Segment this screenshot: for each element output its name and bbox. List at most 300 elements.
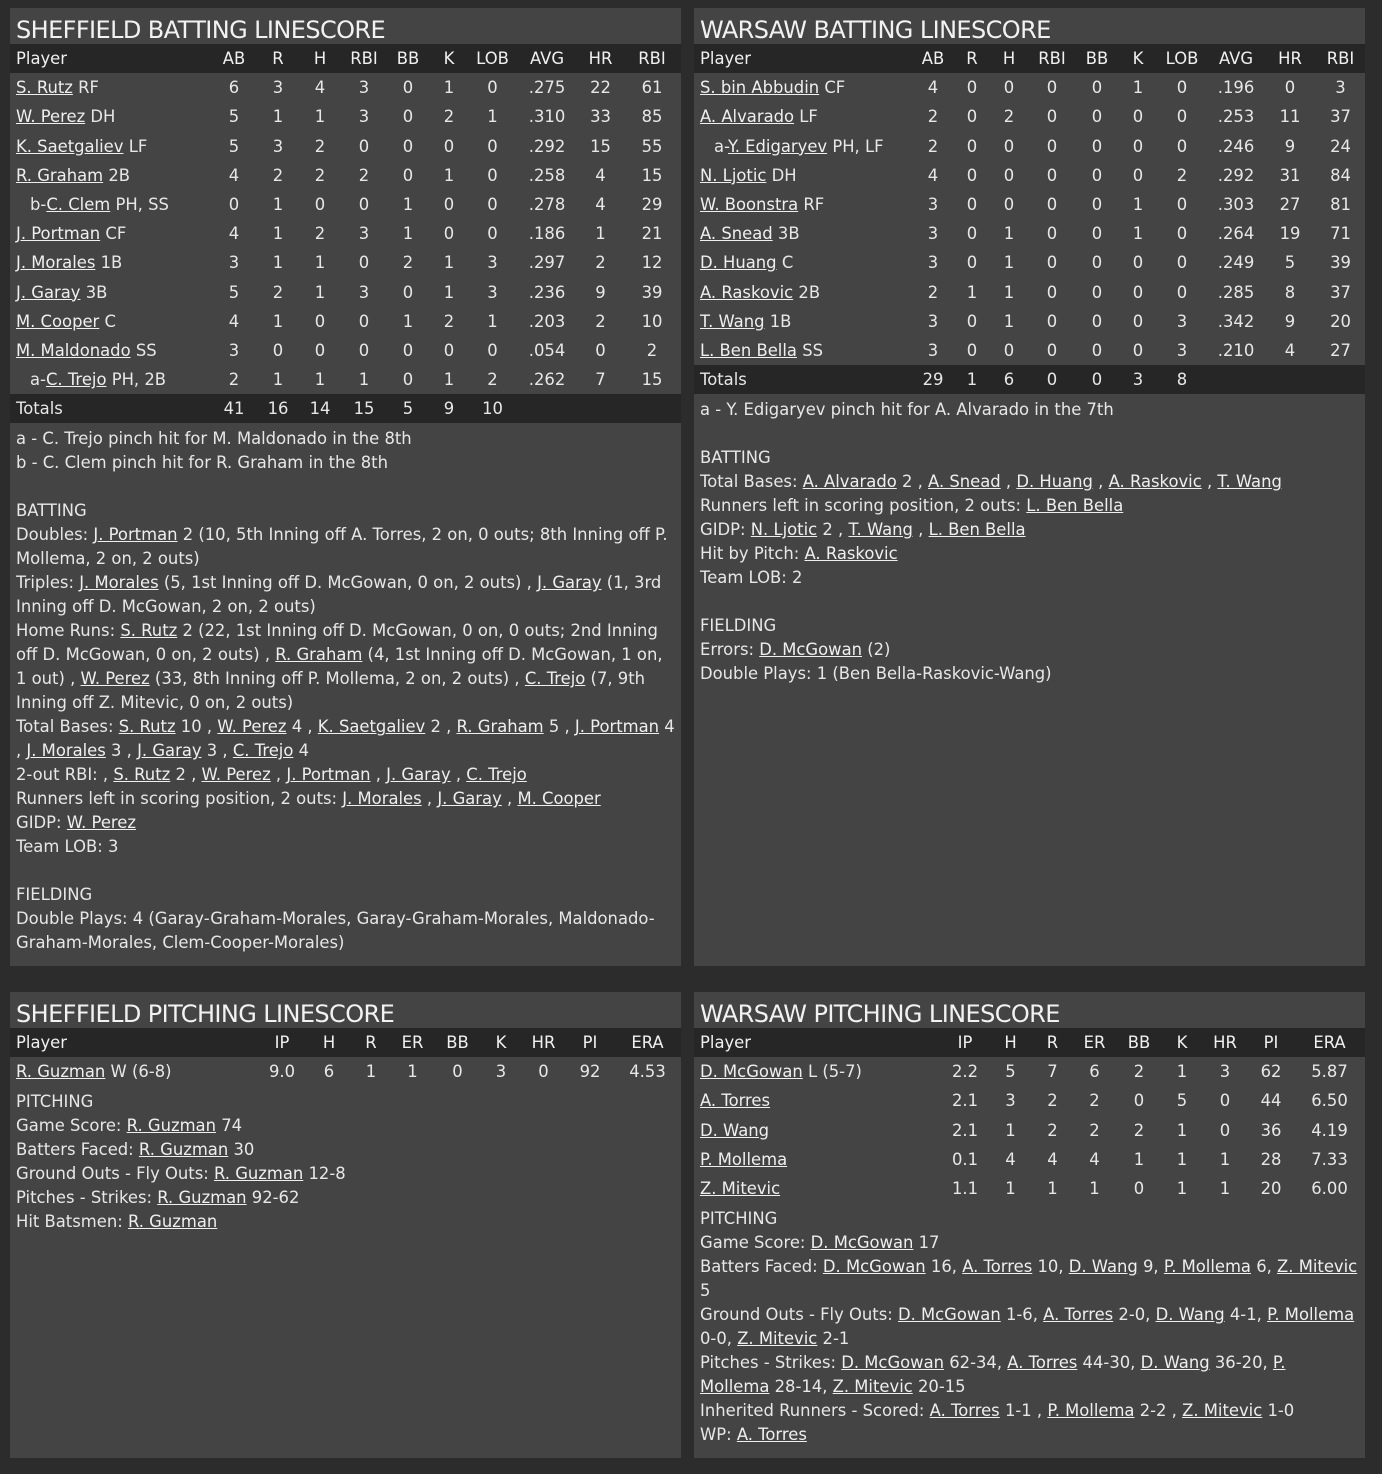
stat-cell: 2 <box>1089 1091 1100 1111</box>
player-row <box>694 73 1365 102</box>
player-row <box>694 336 1365 365</box>
stat-cell: 0 <box>1003 165 1015 185</box>
note-line <box>16 1162 675 1186</box>
player-link[interactable]: R. Graham <box>16 165 104 185</box>
player-row <box>10 73 681 102</box>
stat-cell: 2 <box>1176 165 1188 185</box>
column-header: H <box>1002 49 1016 69</box>
pitcher-row <box>694 1057 1365 1086</box>
stat-cell: 0 <box>402 136 414 156</box>
stat-cell: .186 <box>528 224 566 244</box>
stat-cell: 39 <box>1330 253 1351 273</box>
stat-cell: 4 <box>1089 1149 1100 1169</box>
player-link[interactable]: J. Portman <box>93 525 178 545</box>
column-header: Player <box>700 49 752 69</box>
stat-cell: .210 <box>1217 340 1255 360</box>
column-header: AVG <box>1218 49 1254 69</box>
player-link[interactable]: S. Rutz <box>16 78 73 98</box>
player-link[interactable]: T. Wang <box>700 311 765 331</box>
stat-cell: 7 <box>595 370 606 390</box>
player-link[interactable]: P. Mollema <box>1267 1305 1355 1325</box>
note-text: 62-34, <box>944 1353 1008 1373</box>
note-text: Home Runs: <box>16 621 121 641</box>
column-header: R <box>1046 1033 1059 1053</box>
note-text: 1-6, <box>1000 1305 1044 1325</box>
player-link[interactable]: J. Portman <box>16 224 101 244</box>
stat-cell: 0 <box>1046 282 1058 302</box>
stat-cell: 15 <box>590 136 611 156</box>
stat-cell: 0 <box>443 195 455 215</box>
stat-cell: 6 <box>228 78 240 98</box>
player-link[interactable]: S. Rutz <box>120 621 178 641</box>
totals-cell <box>1316 365 1365 394</box>
player-link[interactable]: S. Rutz <box>118 717 176 737</box>
stat-cell: 0 <box>452 1062 463 1082</box>
column-header: HR <box>1213 1033 1237 1053</box>
stat-cell: 0 <box>1091 311 1103 331</box>
note-line <box>700 518 1359 542</box>
stat-cell: .278 <box>528 195 566 215</box>
player-link[interactable]: D. Wang <box>1140 1353 1210 1373</box>
stat-cell: 2 <box>272 282 284 302</box>
player-row <box>694 248 1365 277</box>
note-text: Total Bases: <box>16 717 119 737</box>
player-link[interactable]: A. Torres <box>1043 1305 1114 1325</box>
player-link[interactable]: W. Perez <box>16 107 86 127</box>
panel-title: SHEFFIELD BATTING LINESCORE <box>16 16 386 44</box>
player-cell <box>694 102 910 131</box>
stat-cell: 2 <box>228 370 240 390</box>
pitcher-cell <box>694 1116 941 1145</box>
totals-cell: 6 <box>1003 370 1015 390</box>
stat-cell: .275 <box>528 78 566 98</box>
stat-cell: 1 <box>402 195 414 215</box>
stat-cell: 0 <box>402 165 414 185</box>
note-line <box>16 763 675 787</box>
stat-cell: 27 <box>1279 195 1301 215</box>
stat-cell: 0 <box>1176 253 1188 273</box>
stat-cell: 2 <box>927 107 939 127</box>
stat-cell: 61 <box>641 78 663 98</box>
note-text: 2 (10, 5th Inning off A. Torres, 2 on, 0 outs; 8th Inning off P. Mollema, 2 on, 2 outs) <box>16 525 668 569</box>
note-text: , <box>450 765 467 785</box>
pitcher-link[interactable]: A. Torres <box>700 1091 771 1111</box>
totals-label: Totals <box>16 399 63 419</box>
note-line <box>700 470 1359 494</box>
player-link[interactable]: J. Morales <box>79 573 159 593</box>
player-link[interactable]: A. Torres <box>736 1425 807 1445</box>
stat-cell: 0 <box>1132 253 1144 273</box>
player-link[interactable]: M. Maldonado <box>16 340 131 360</box>
stat-cell: 1 <box>314 253 326 273</box>
player-link[interactable]: W. Perez <box>80 669 150 689</box>
stat-cell: 0 <box>228 195 240 215</box>
stat-cell: 1 <box>1132 224 1144 244</box>
totals-cell: 0 <box>1091 370 1103 390</box>
stat-cell: 3 <box>358 224 370 244</box>
player-cell <box>694 219 910 248</box>
sheffield-batting-panel <box>10 8 681 966</box>
note-text: 2-1 <box>817 1329 850 1349</box>
column-header: RBI <box>1038 49 1066 69</box>
column-header: ER <box>1083 1033 1106 1053</box>
note-text: GIDP: <box>16 813 67 833</box>
player-link[interactable]: R. Guzman <box>127 1212 218 1232</box>
player-link[interactable]: K. Saetgaliev <box>317 717 426 737</box>
player-link[interactable]: L. Ben Bella <box>928 520 1026 540</box>
player-link[interactable]: J. Portman <box>574 717 660 737</box>
pitcher-link[interactable]: Z. Mitevic <box>700 1179 781 1199</box>
player-link[interactable]: J. Morales <box>342 789 422 809</box>
note-line <box>16 883 675 907</box>
player-link[interactable]: Z. Mitevic <box>1277 1257 1358 1277</box>
player-link[interactable]: A. Torres <box>1007 1353 1078 1373</box>
stat-cell: 0 <box>1046 253 1058 273</box>
player-link[interactable]: J. Garay <box>137 741 202 761</box>
player-position: RF <box>803 195 825 215</box>
note-text: WP: <box>700 1425 737 1445</box>
header-row <box>10 44 681 73</box>
player-position: 1B <box>769 311 792 331</box>
player-link[interactable]: W. Perez <box>217 717 287 737</box>
totals-cell <box>578 394 623 423</box>
pitcher-row <box>694 1174 1365 1203</box>
stat-cell: 1 <box>1005 1179 1016 1199</box>
stat-cell: .292 <box>528 136 566 156</box>
stat-cell: 19 <box>1279 224 1301 244</box>
stat-cell: 0 <box>1176 282 1188 302</box>
stat-cell: .054 <box>528 340 566 360</box>
batting-table-body <box>694 73 1365 394</box>
player-link[interactable]: Z. Mitevic <box>737 1329 818 1349</box>
note-line <box>16 811 675 835</box>
player-row <box>10 102 681 131</box>
column-header: PI <box>582 1033 598 1053</box>
player-link[interactable]: A. Snead <box>928 472 1001 492</box>
stat-cell: .342 <box>1217 311 1255 331</box>
player-link[interactable]: R. Guzman <box>157 1188 247 1208</box>
totals-cell: 14 <box>309 399 331 419</box>
stat-cell: 0 <box>487 340 498 360</box>
note-text: 2 , <box>817 520 849 540</box>
pitcher-link[interactable]: D. McGowan <box>700 1062 803 1082</box>
player-link[interactable]: T. Wang <box>1217 472 1282 492</box>
stat-cell: 1 <box>1132 195 1144 215</box>
stat-cell: 3 <box>358 78 370 98</box>
player-link[interactable]: J. Portman <box>286 765 371 785</box>
stat-cell: 2 <box>314 136 326 156</box>
column-header: BB <box>1085 49 1109 69</box>
totals-cell <box>623 394 681 423</box>
player-link[interactable]: R. Graham <box>456 717 544 737</box>
stat-cell: 0 <box>487 78 498 98</box>
player-position: LF <box>799 107 818 127</box>
note-text: Pitches - Strikes: <box>700 1353 842 1373</box>
stat-cell: 0 <box>1176 224 1188 244</box>
stat-cell: .253 <box>1217 107 1255 127</box>
note-line <box>700 398 1359 422</box>
player-link[interactable]: N. Ljotic <box>750 520 818 540</box>
stat-cell: 3 <box>272 136 284 156</box>
note-text: GIDP: <box>700 520 751 540</box>
player-link[interactable]: R. Guzman <box>126 1116 216 1136</box>
totals-label: Totals <box>700 370 747 390</box>
stat-cell: 1 <box>272 195 284 215</box>
player-link[interactable]: L. Ben Bella <box>1026 496 1124 516</box>
player-link[interactable]: K. Saetgaliev <box>16 136 124 156</box>
player-link[interactable]: A. Alvarado <box>700 107 795 127</box>
note-text: , <box>501 789 518 809</box>
note-text: 10 , <box>175 717 218 737</box>
player-cell <box>694 278 910 307</box>
stat-cell: 33 <box>590 107 611 127</box>
player-link[interactable]: A. Torres <box>929 1401 1000 1421</box>
note-text: 12-8 <box>303 1164 346 1184</box>
note-text: BATTING <box>700 448 771 468</box>
note-line <box>16 1186 675 1210</box>
stat-cell: 1 <box>1003 224 1015 244</box>
player-link[interactable]: D. Huang <box>1016 472 1093 492</box>
player-cell <box>10 248 211 277</box>
stat-cell: 0 <box>1046 165 1058 185</box>
stat-cell: 21 <box>641 224 663 244</box>
stat-cell: 0 <box>966 195 978 215</box>
player-link[interactable]: J. Morales <box>16 253 96 273</box>
stat-cell: 0 <box>443 136 455 156</box>
player-cell <box>10 278 211 307</box>
player-link[interactable]: T. Wang <box>848 520 913 540</box>
player-position: C <box>781 253 794 273</box>
player-link[interactable]: J. Garay <box>386 765 451 785</box>
player-link[interactable]: A. Alvarado <box>802 472 897 492</box>
note-line <box>16 427 675 451</box>
player-position: PH, SS <box>115 195 169 215</box>
stat-cell: 0 <box>1046 78 1058 98</box>
note-text: FIELDING <box>700 616 777 636</box>
note-line <box>16 1138 675 1162</box>
stat-cell: 2 <box>1089 1120 1100 1140</box>
player-link[interactable]: D. Huang <box>700 253 777 273</box>
pitching-table-body <box>10 1057 681 1086</box>
player-link[interactable]: P. Mollema <box>700 1353 1286 1397</box>
stat-cell: 3 <box>927 224 939 244</box>
stat-cell: 5 <box>1284 253 1296 273</box>
player-link[interactable]: C. Trejo <box>45 370 107 390</box>
stat-cell: .310 <box>528 107 566 127</box>
pitcher-link[interactable]: D. Wang <box>700 1120 770 1140</box>
stat-cell: 3 <box>272 78 284 98</box>
totals-cell: 0 <box>1046 370 1058 390</box>
pitcher-link[interactable]: R. Guzman <box>16 1062 106 1082</box>
player-link[interactable]: W. Perez <box>66 813 136 833</box>
stat-cell: .292 <box>1217 165 1255 185</box>
note-line <box>700 614 1359 638</box>
player-link[interactable]: A. Snead <box>700 224 773 244</box>
note-line <box>700 662 1359 686</box>
stat-cell: 0 <box>487 224 498 244</box>
player-link[interactable]: J. Garay <box>537 573 602 593</box>
note-text: a - Y. Edigaryev pinch hit for A. Alvarado in the 7th <box>700 400 1114 420</box>
stat-cell: .262 <box>528 370 566 390</box>
note-line <box>700 566 1359 590</box>
note-spacer <box>16 859 675 883</box>
stat-cell: 2 <box>443 107 455 127</box>
stat-cell: .258 <box>528 165 566 185</box>
stat-cell: 71 <box>1330 224 1351 244</box>
player-link[interactable]: N. Ljotic <box>700 165 767 185</box>
batting-table-header <box>694 44 1365 73</box>
stat-cell: 0 <box>1046 107 1058 127</box>
column-header: ERA <box>631 1033 664 1053</box>
player-link[interactable]: W. Boonstra <box>700 195 799 215</box>
stat-cell: 0 <box>1091 282 1103 302</box>
player-link[interactable]: D. McGowan <box>810 1233 914 1253</box>
player-link[interactable]: A. Torres <box>962 1257 1033 1277</box>
stat-cell: 2 <box>927 136 939 156</box>
player-position: C <box>104 311 116 331</box>
player-cell <box>694 190 910 219</box>
header-row <box>694 1028 1365 1057</box>
stat-cell: .196 <box>1217 78 1255 98</box>
player-link[interactable]: P. Mollema <box>1047 1401 1135 1421</box>
player-link[interactable]: D. McGowan <box>897 1305 1001 1325</box>
column-header: K <box>443 49 455 69</box>
stat-cell: 0 <box>1046 195 1058 215</box>
stat-cell: 3 <box>927 253 939 273</box>
player-link[interactable]: R. Guzman <box>138 1140 229 1160</box>
player-cell <box>694 307 910 336</box>
player-link[interactable]: Z. Mitevic <box>1182 1401 1263 1421</box>
player-link[interactable]: L. Ben Bella <box>700 340 797 360</box>
player-link[interactable]: D. McGowan <box>822 1257 926 1277</box>
stat-cell: 36 <box>1260 1120 1282 1140</box>
stat-cell: 1 <box>314 282 326 302</box>
note-text: 17 <box>913 1233 940 1253</box>
pitcher-cell <box>694 1145 941 1174</box>
note-text: (4, 1st Inning off D. McGowan, 1 on, 1 out) , <box>16 645 663 689</box>
player-link[interactable]: C. Trejo <box>466 765 527 785</box>
player-position: SS <box>802 340 823 360</box>
note-text: 2 , <box>896 472 929 492</box>
totals-cell: 1 <box>966 370 978 390</box>
note-text: 2-2 , <box>1134 1401 1183 1421</box>
stat-cell: 7 <box>1047 1062 1058 1082</box>
player-link[interactable]: C. Clem <box>46 195 111 215</box>
player-link[interactable]: D. Wang <box>1068 1257 1138 1277</box>
stat-cell: 85 <box>641 107 663 127</box>
stat-cell: 0 <box>1091 224 1103 244</box>
note-text: 28-14, <box>769 1377 833 1397</box>
player-link[interactable]: R. Graham <box>275 645 363 665</box>
stat-cell: 4 <box>228 165 240 185</box>
player-link[interactable]: S. Rutz <box>113 765 171 785</box>
note-line <box>16 835 675 859</box>
stat-cell: 3 <box>358 107 370 127</box>
stat-cell: 1 <box>1005 1120 1016 1140</box>
player-link[interactable]: J. Garay <box>16 282 81 302</box>
batting-table-body <box>10 73 681 423</box>
stat-cell: 1 <box>1133 1149 1145 1169</box>
pitcher-cell <box>10 1057 257 1086</box>
note-text: 2 , <box>170 765 202 785</box>
stat-cell: 24 <box>1330 136 1351 156</box>
player-link[interactable]: A. Raskovic <box>1108 472 1202 492</box>
stat-cell: 5 <box>228 107 240 127</box>
column-header: AB <box>921 49 945 69</box>
player-link[interactable]: R. Guzman <box>213 1164 304 1184</box>
player-link[interactable]: Y. Edigaryev <box>728 136 828 156</box>
player-cell <box>10 73 211 102</box>
totals-row <box>10 394 681 423</box>
player-link[interactable]: A. Raskovic <box>700 282 794 302</box>
stat-cell: 2 <box>595 253 606 273</box>
note-text: Doubles: <box>16 525 94 545</box>
note-line <box>16 451 675 475</box>
column-header: RBI <box>350 49 378 69</box>
player-link[interactable]: J. Morales <box>26 741 106 761</box>
player-link[interactable]: S. bin Abbudin <box>700 78 820 98</box>
note-text: 3 , <box>105 741 138 761</box>
stat-cell: 0 <box>314 340 326 360</box>
player-link[interactable]: C. Trejo <box>524 669 586 689</box>
stat-cell: 1 <box>443 165 455 185</box>
stat-cell: .297 <box>528 253 566 273</box>
stat-cell: 1 <box>1047 1179 1058 1199</box>
note-text: 1-0 <box>1262 1401 1295 1421</box>
stat-cell: 27 <box>1330 340 1351 360</box>
player-link[interactable]: Z. Mitevic <box>832 1377 913 1397</box>
stat-cell: .303 <box>1217 195 1255 215</box>
column-header: HR <box>588 49 613 69</box>
player-link[interactable]: D. McGowan <box>759 640 862 660</box>
stat-cell: 1 <box>1219 1179 1231 1199</box>
player-link[interactable]: D. McGowan <box>841 1353 945 1373</box>
sub-prefix: a- <box>30 370 46 390</box>
stat-cell: 2 <box>1133 1062 1145 1082</box>
player-cell <box>10 132 211 161</box>
pitching-notes <box>10 1086 681 1242</box>
player-link[interactable]: W. Perez <box>201 765 271 785</box>
player-link[interactable]: D. Wang <box>1155 1305 1225 1325</box>
stat-cell: 0 <box>1091 253 1103 273</box>
note-text: Ground Outs - Fly Outs: <box>700 1305 898 1325</box>
note-line <box>700 638 1359 662</box>
totals-cell: 9 <box>443 399 455 419</box>
note-line <box>700 1207 1359 1231</box>
stat-cell: 6.00 <box>1311 1179 1348 1199</box>
stat-cell: 4.53 <box>629 1062 666 1082</box>
stat-cell: 4 <box>1284 340 1296 360</box>
player-link[interactable]: M. Cooper <box>517 789 601 809</box>
player-link[interactable]: C. Trejo <box>232 741 294 761</box>
note-line <box>16 499 675 523</box>
totals-cell: 29 <box>922 370 944 390</box>
player-position: 2B <box>108 165 131 185</box>
pitcher-decision: W (6-8) <box>110 1062 172 1082</box>
player-row <box>694 190 1365 219</box>
player-link[interactable]: M. Cooper <box>16 311 100 331</box>
stat-cell: 0 <box>1219 1120 1231 1140</box>
sheffield-pitching-panel <box>10 992 681 1458</box>
stat-cell: 10 <box>641 311 663 331</box>
stat-cell: 1 <box>365 1062 377 1082</box>
player-link[interactable]: A. Raskovic <box>804 544 898 564</box>
player-link[interactable]: J. Garay <box>437 789 502 809</box>
pitcher-cell <box>694 1174 941 1203</box>
player-link[interactable]: P. Mollema <box>1163 1257 1251 1277</box>
pitcher-link[interactable]: P. Mollema <box>700 1149 788 1169</box>
stat-cell: 0 <box>1091 107 1103 127</box>
